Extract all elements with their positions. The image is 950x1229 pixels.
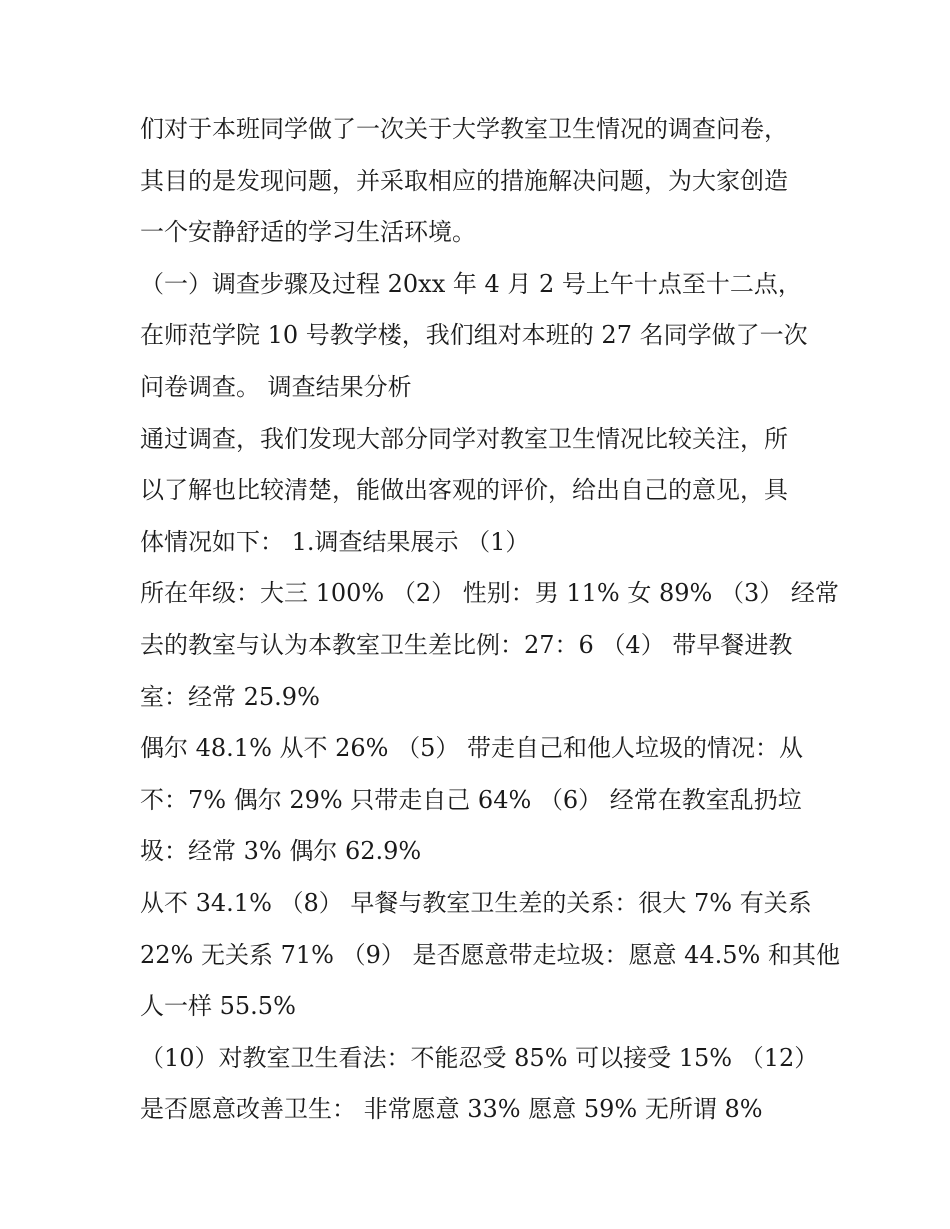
text-line: 在师范学院 10 号教学楼，我们组对本班的 27 名同学做了一次 — [140, 321, 808, 350]
text-line: 从不 34.1% （8） 早餐与教室卫生差的关系：很大 7% 有关系 — [140, 888, 812, 917]
text-line: 圾：经常 3% 偶尔 62.9% — [140, 837, 422, 866]
text-line: 一个安静舒适的学习生活环境。 — [140, 218, 476, 247]
text-line: 人一样 55.5% — [140, 992, 296, 1021]
text-line: 体情况如下： 1.调查结果展示 （1） — [140, 527, 530, 556]
text-line: 去的教室与认为本教室卫生差比例：27：6 （4） 带早餐进教 — [140, 630, 793, 659]
text-line: 室：经常 25.9% — [140, 682, 320, 711]
text-line: 以了解也比较清楚，能做出客观的评价，给出自己的意见，具 — [140, 476, 788, 505]
text-line: 偶尔 48.1% 从不 26% （5） 带走自己和他人垃圾的情况：从 — [140, 734, 803, 763]
text-line: （一）调查步骤及过程 20xx 年 4 月 2 号上午十点至十二点， — [140, 269, 802, 298]
text-line: 22% 无关系 71% （9） 是否愿意带走垃圾：愿意 44.5% 和其他 — [140, 940, 840, 969]
text-line: 是否愿意改善卫生： 非常愿意 33% 愿意 59% 无所谓 8% — [140, 1095, 763, 1124]
text-line: 通过调查，我们发现大部分同学对教室卫生情况比较关注，所 — [140, 424, 788, 453]
text-line: 们对于本班同学做了一次关于大学教室卫生情况的调查问卷， — [140, 115, 788, 143]
text-line: 其目的是发现问题，并采取相应的措施解决问题，为大家创造 — [140, 166, 788, 195]
body-text — [140, 104, 840, 1136]
text-line: 所在年级：大三 100% （2） 性别：男 11% 女 89% （3） 经常 — [140, 579, 839, 608]
text-line: （10）对教室卫生看法：不能忍受 85% 可以接受 15% （12） — [140, 1043, 819, 1072]
text-line: 不：7% 偶尔 29% 只带走自己 64% （6） 经常在教室乱扔垃 — [140, 785, 802, 814]
text-line: 问卷调查。 调查结果分析 — [140, 372, 412, 401]
